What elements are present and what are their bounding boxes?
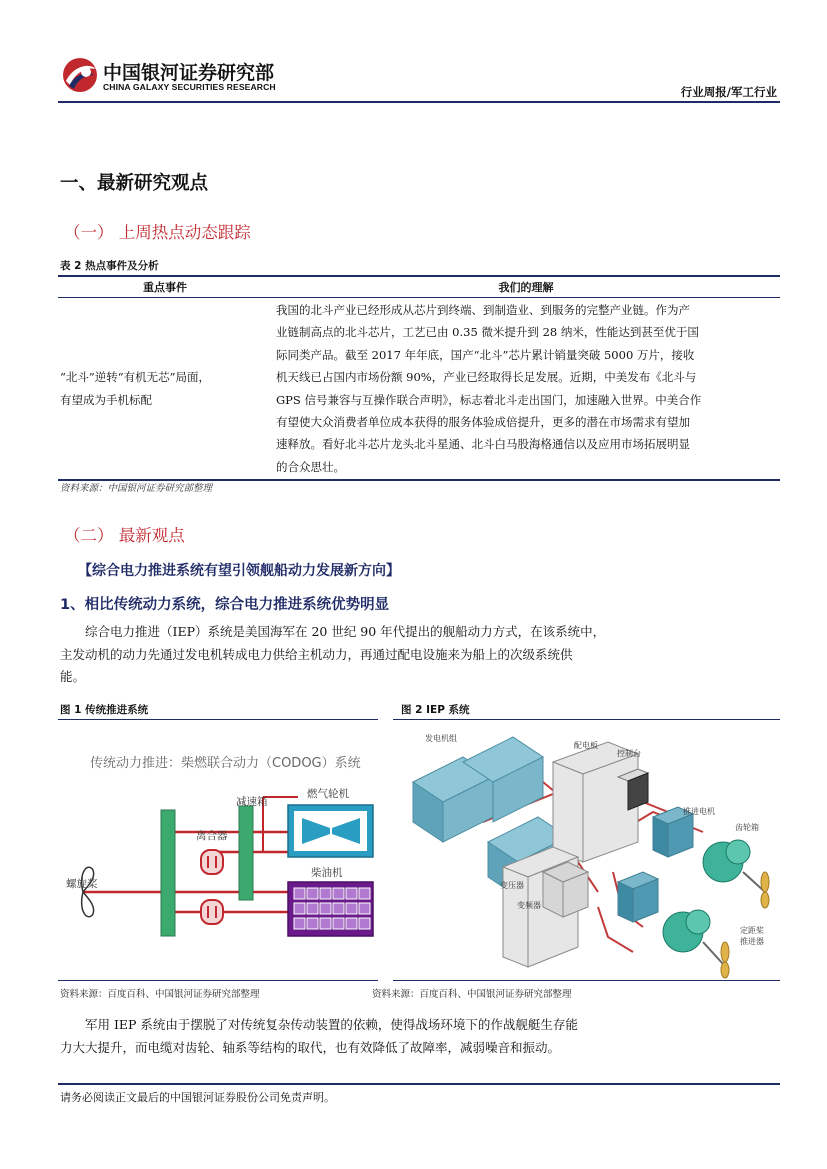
paragraph-line: 能。 bbox=[60, 669, 86, 684]
figure1-caption: 图 1 传统推进系统 bbox=[60, 704, 149, 716]
label-clutch: 离合器 bbox=[196, 830, 228, 842]
company-logo bbox=[60, 55, 100, 95]
table-caption: 表 2 热点事件及分析 bbox=[60, 260, 159, 272]
column-header-event: 重点事件 bbox=[58, 276, 272, 298]
figure2-top-rule bbox=[393, 719, 780, 720]
footer-disclaimer: 请务必阅读正文最后的中国银河证券股份公司免责声明。 bbox=[60, 1091, 335, 1104]
paragraph-line: 主发动机的动力先通过发电机转成电力供给主机动力，再通过配电设施来为船上的次级系统供 bbox=[60, 646, 573, 662]
label-generator: 发电机组 bbox=[425, 734, 457, 743]
event-line: “北斗”逆转“有机无芯”局面， bbox=[60, 370, 211, 385]
paragraph-1 bbox=[60, 621, 780, 689]
analysis-line: GPS 信号兼容与互操作联合声明》，标志着北斗走出国门，加速融入世界。中美合作 bbox=[276, 392, 702, 407]
feature-title: 【综合电力推进系统有望引领舰船动力发展新方向】 bbox=[78, 563, 400, 579]
figure1-source: 资料来源：百度百科、中国银河证券研究部整理 bbox=[60, 989, 260, 1000]
clutch-upper bbox=[201, 850, 223, 874]
analysis-line: 我国的北斗产业已经形成从芯片到终端、到制造业、到服务的完整产业链。作为产 bbox=[276, 303, 690, 317]
figure1-bottom-rule bbox=[58, 980, 378, 981]
clutch-lower bbox=[201, 900, 223, 924]
label-converter: 变频器 bbox=[517, 901, 541, 910]
figure1-top-rule bbox=[58, 719, 378, 720]
transformer-icon bbox=[543, 862, 588, 917]
paragraph-line: 综合电力推进（IEP）系统是美国海军在 20 世纪 90 年代提出的舰船动力方式，在该系统中， bbox=[85, 624, 606, 639]
subsection-title-2: （二） 最新观点 bbox=[64, 526, 185, 545]
diesel-engine-icon bbox=[288, 882, 373, 936]
company-name-en: CHINA GALAXY SECURITIES RESEARCH bbox=[103, 82, 276, 92]
figure2-bottom-rule bbox=[393, 980, 780, 981]
figure2-source: 资料来源：百度百科、中国银河证券研究部整理 bbox=[372, 989, 572, 1000]
paragraph-2 bbox=[60, 1014, 780, 1059]
analysis-line: 有望使大众消费者单位成本获得的服务体验成倍提升，更多的潜在市场需求有望加 bbox=[276, 415, 690, 430]
report-type: 行业周报/军工行业 bbox=[680, 85, 777, 99]
company-name-cn: 中国银河证券研究部 bbox=[103, 62, 275, 84]
column-header-analysis: 我们的理解 bbox=[272, 276, 780, 298]
figure2-diagram bbox=[393, 722, 780, 980]
header-rule bbox=[58, 101, 780, 103]
table-source: 资料来源：中国银河证券研究部整理 bbox=[60, 483, 213, 494]
analysis-line: 速释放。看好北斗芯片龙头北斗星通、北斗白马股海格通信以及应用市场拓展明显 bbox=[276, 437, 690, 452]
analysis-line: 的合众思壮。 bbox=[276, 459, 345, 474]
gas-turbine-icon bbox=[288, 805, 373, 857]
paragraph-line: 力大大提升，而电缆对齿轮、轴系等结构的取代，也有效降低了故障率，减弱噪音和振动。 bbox=[60, 1039, 561, 1055]
hot-events-table bbox=[58, 275, 780, 481]
table-row bbox=[58, 298, 780, 481]
event-cell bbox=[58, 298, 272, 481]
analysis-cell bbox=[272, 298, 780, 481]
label-console: 控制台 bbox=[617, 749, 641, 758]
galaxy-logo-icon bbox=[60, 55, 100, 95]
table-header-row bbox=[58, 276, 780, 298]
gearbox-icon bbox=[663, 840, 750, 952]
event-line: 有望成为手机标配 bbox=[60, 392, 152, 407]
label-transformer: 变压器 bbox=[500, 881, 524, 890]
label-diesel: 柴油机 bbox=[311, 867, 343, 879]
label-gearbox-2: 齿轮箱 bbox=[735, 823, 759, 832]
analysis-line: 际同类产品。截至 2017 年年底，国产“北斗”芯片累计销量突破 5000 万片，接收 bbox=[276, 347, 695, 362]
analysis-line: 机天线已占国内市场份额 90%，产业已经取得长足发展。近期，中美发布《北斗与 bbox=[276, 370, 697, 385]
label-prop: 定距桨推进器 bbox=[740, 926, 764, 946]
subsection-title-1: （一） 上周热点动态跟踪 bbox=[64, 223, 251, 242]
analysis-line: 业链制高点的北斗芯片，工艺已由 0.35 微米提升到 28 纳米，性能达到甚至优于国 bbox=[276, 325, 699, 340]
footer-rule bbox=[58, 1083, 780, 1085]
label-gas-turbine: 燃气轮机 bbox=[307, 788, 349, 800]
label-motor: 推进电机 bbox=[683, 807, 715, 816]
section-title: 一、最新研究观点 bbox=[60, 173, 209, 194]
label-switchboard: 配电板 bbox=[574, 741, 598, 750]
label-gearbox: 减速箱 bbox=[236, 796, 268, 808]
point-title: 1、相比传统动力系统，综合电力推进系统优势明显 bbox=[60, 597, 390, 613]
paragraph-line: 军用 IEP 系统由于摆脱了对传统复杂传动装置的依赖，使得战场环境下的作战舰艇生存能 bbox=[85, 1017, 578, 1032]
figure2-caption: 图 2 IEP 系统 bbox=[401, 704, 470, 716]
label-propeller: 螺旋桨 bbox=[66, 878, 98, 890]
figure1-title: 传统动力推进：柴燃联合动力（CODOG）系统 bbox=[90, 756, 361, 771]
iep-diagram bbox=[393, 722, 780, 980]
